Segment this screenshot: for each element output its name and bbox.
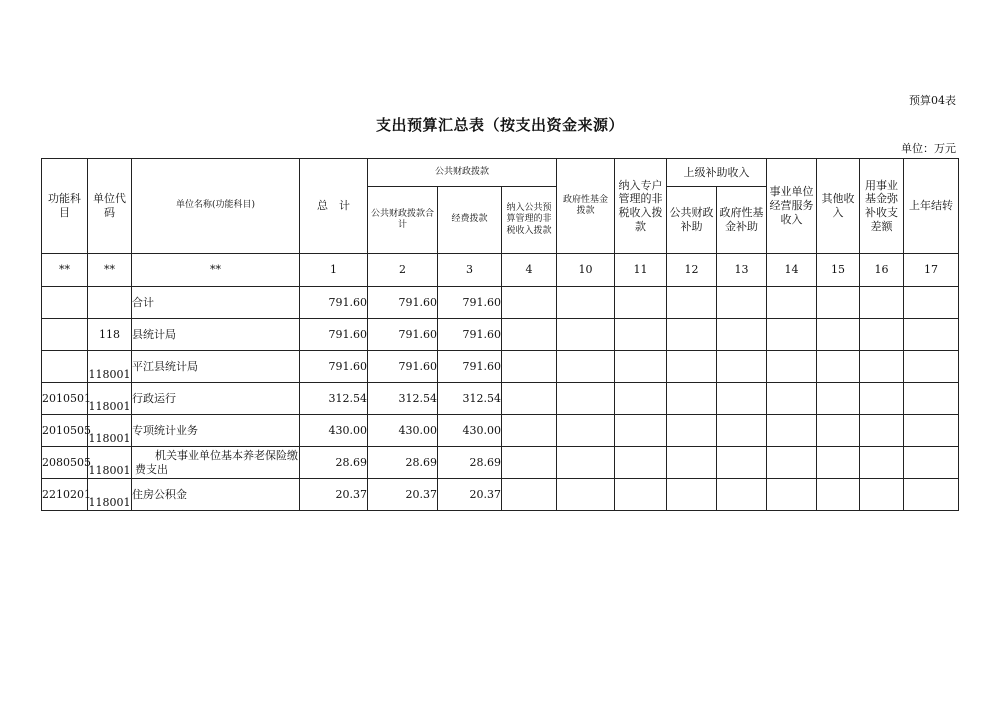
func-code-cell: 2080505 bbox=[42, 447, 88, 479]
empty-cell bbox=[667, 383, 717, 415]
header-superior-subsidy: 上级补助收入 bbox=[667, 159, 767, 187]
index-cell: ** bbox=[88, 254, 132, 287]
total-cell: 791.60 bbox=[300, 351, 368, 383]
header-gov-fund: 政府性基金拨款 bbox=[557, 159, 615, 254]
page-title: 支出预算汇总表（按支出资金来源） bbox=[375, 116, 624, 134]
empty-cell bbox=[767, 447, 817, 479]
fee-allocation-cell: 28.69 bbox=[438, 447, 502, 479]
empty-cell bbox=[615, 415, 667, 447]
fee-allocation-cell: 430.00 bbox=[438, 415, 502, 447]
unit-name-cell: 行政运行 bbox=[132, 383, 300, 415]
empty-cell bbox=[502, 319, 557, 351]
fee-allocation-cell: 20.37 bbox=[438, 479, 502, 511]
empty-cell bbox=[667, 287, 717, 319]
empty-cell bbox=[667, 319, 717, 351]
header-business-income: 事业单位经营服务收入 bbox=[767, 159, 817, 254]
unit-name-cell: 专项统计业务 bbox=[132, 415, 300, 447]
empty-cell bbox=[615, 287, 667, 319]
empty-cell bbox=[667, 479, 717, 511]
table-row bbox=[42, 287, 959, 319]
budget-table bbox=[41, 158, 959, 511]
index-cell: ** bbox=[42, 254, 88, 287]
header-unit-name: 单位名称(功能科目) bbox=[132, 159, 300, 254]
empty-cell bbox=[615, 319, 667, 351]
empty-cell bbox=[557, 351, 615, 383]
index-cell: 17 bbox=[904, 254, 959, 287]
empty-cell bbox=[717, 479, 767, 511]
empty-cell bbox=[860, 351, 904, 383]
empty-cell bbox=[667, 351, 717, 383]
header-public-subsidy: 公共财政补助 bbox=[667, 187, 717, 254]
header-row-1 bbox=[42, 159, 959, 187]
index-cell: 15 bbox=[817, 254, 860, 287]
table-row bbox=[42, 319, 959, 351]
empty-cell bbox=[557, 447, 615, 479]
empty-cell bbox=[615, 447, 667, 479]
empty-cell bbox=[502, 351, 557, 383]
public-finance-total-cell: 28.69 bbox=[368, 447, 438, 479]
empty-cell bbox=[904, 351, 959, 383]
header-fund-balance: 用事业基金弥补收支差额 bbox=[860, 159, 904, 254]
func-code-cell: 2210201 bbox=[42, 479, 88, 511]
unit-code-cell: 118001 bbox=[88, 383, 132, 415]
public-finance-total-cell: 430.00 bbox=[368, 415, 438, 447]
empty-cell bbox=[502, 415, 557, 447]
index-cell: 4 bbox=[502, 254, 557, 287]
index-cell: 10 bbox=[557, 254, 615, 287]
empty-cell bbox=[817, 447, 860, 479]
empty-cell bbox=[557, 383, 615, 415]
empty-cell bbox=[860, 479, 904, 511]
index-cell: 2 bbox=[368, 254, 438, 287]
empty-cell bbox=[502, 383, 557, 415]
empty-cell bbox=[557, 319, 615, 351]
total-cell: 20.37 bbox=[300, 479, 368, 511]
unit-code-cell: 118001 bbox=[88, 479, 132, 511]
form-number: 预算04表 bbox=[909, 94, 956, 107]
empty-cell bbox=[717, 383, 767, 415]
empty-cell bbox=[717, 319, 767, 351]
empty-cell bbox=[817, 351, 860, 383]
unit-code-cell: 118001 bbox=[88, 447, 132, 479]
header-in-budget-nontax: 纳入公共预算管理的非税收入拨款 bbox=[502, 187, 557, 254]
table-row bbox=[42, 415, 959, 447]
func-code-cell: 2010501 bbox=[42, 383, 88, 415]
fee-allocation-cell: 312.54 bbox=[438, 383, 502, 415]
empty-cell bbox=[717, 447, 767, 479]
total-cell: 28.69 bbox=[300, 447, 368, 479]
public-finance-total-cell: 791.60 bbox=[368, 287, 438, 319]
index-row bbox=[42, 254, 959, 287]
unit-name-cell: 机关事业单位基本养老保险缴费支出 bbox=[132, 447, 300, 479]
total-cell: 791.60 bbox=[300, 319, 368, 351]
empty-cell bbox=[615, 479, 667, 511]
empty-cell bbox=[502, 479, 557, 511]
empty-cell bbox=[860, 383, 904, 415]
public-finance-total-cell: 312.54 bbox=[368, 383, 438, 415]
unit-name-cell: 住房公积金 bbox=[132, 479, 300, 511]
fee-allocation-cell: 791.60 bbox=[438, 319, 502, 351]
index-cell: ** bbox=[132, 254, 300, 287]
empty-cell bbox=[817, 383, 860, 415]
empty-cell bbox=[817, 479, 860, 511]
header-special-nontax: 纳入专户管理的非税收入拨款 bbox=[615, 159, 667, 254]
empty-cell bbox=[557, 287, 615, 319]
empty-cell bbox=[557, 415, 615, 447]
empty-cell bbox=[502, 447, 557, 479]
empty-cell bbox=[860, 447, 904, 479]
unit-code-cell: 118001 bbox=[88, 351, 132, 383]
empty-cell bbox=[817, 287, 860, 319]
empty-cell bbox=[767, 351, 817, 383]
empty-cell bbox=[767, 415, 817, 447]
header-unit-code: 单位代码 bbox=[88, 159, 132, 254]
index-cell: 16 bbox=[860, 254, 904, 287]
fee-allocation-cell: 791.60 bbox=[438, 351, 502, 383]
empty-cell bbox=[817, 415, 860, 447]
table-row bbox=[42, 383, 959, 415]
empty-cell bbox=[502, 287, 557, 319]
func-code-cell bbox=[42, 319, 88, 351]
empty-cell bbox=[667, 415, 717, 447]
index-cell: 11 bbox=[615, 254, 667, 287]
empty-cell bbox=[717, 287, 767, 319]
func-code-cell bbox=[42, 287, 88, 319]
empty-cell bbox=[904, 479, 959, 511]
header-carryover: 上年结转 bbox=[904, 159, 959, 254]
public-finance-total-cell: 791.60 bbox=[368, 319, 438, 351]
empty-cell bbox=[667, 447, 717, 479]
empty-cell bbox=[860, 319, 904, 351]
empty-cell bbox=[904, 319, 959, 351]
total-cell: 791.60 bbox=[300, 287, 368, 319]
index-cell: 1 bbox=[300, 254, 368, 287]
public-finance-total-cell: 20.37 bbox=[368, 479, 438, 511]
empty-cell bbox=[904, 415, 959, 447]
index-cell: 3 bbox=[438, 254, 502, 287]
header-public-finance-total: 公共财政拨款合计 bbox=[368, 187, 438, 254]
unit-name-cell: 合计 bbox=[132, 287, 300, 319]
empty-cell bbox=[557, 479, 615, 511]
empty-cell bbox=[860, 287, 904, 319]
total-cell: 430.00 bbox=[300, 415, 368, 447]
table-row bbox=[42, 479, 959, 511]
empty-cell bbox=[767, 383, 817, 415]
unit-name-cell: 平江县统计局 bbox=[132, 351, 300, 383]
func-code-cell: 2010505 bbox=[42, 415, 88, 447]
empty-cell bbox=[860, 415, 904, 447]
unit-code-cell: 118001 bbox=[88, 415, 132, 447]
header-func-code: 功能科目 bbox=[42, 159, 88, 254]
empty-cell bbox=[904, 447, 959, 479]
index-cell: 13 bbox=[717, 254, 767, 287]
header-total: 总 计 bbox=[300, 159, 368, 254]
empty-cell bbox=[817, 319, 860, 351]
public-finance-total-cell: 791.60 bbox=[368, 351, 438, 383]
index-cell: 12 bbox=[667, 254, 717, 287]
table-row bbox=[42, 447, 959, 479]
empty-cell bbox=[904, 383, 959, 415]
empty-cell bbox=[767, 287, 817, 319]
header-fee-allocation: 经费拨款 bbox=[438, 187, 502, 254]
index-cell: 14 bbox=[767, 254, 817, 287]
empty-cell bbox=[717, 415, 767, 447]
unit-label: 单位：万元 bbox=[901, 142, 956, 155]
header-gov-fund-subsidy: 政府性基金补助 bbox=[717, 187, 767, 254]
total-cell: 312.54 bbox=[300, 383, 368, 415]
empty-cell bbox=[767, 479, 817, 511]
fee-allocation-cell: 791.60 bbox=[438, 287, 502, 319]
func-code-cell bbox=[42, 351, 88, 383]
table-row bbox=[42, 351, 959, 383]
empty-cell bbox=[904, 287, 959, 319]
header-public-finance: 公共财政拨款 bbox=[368, 159, 557, 187]
unit-code-cell: 118 bbox=[88, 319, 132, 351]
empty-cell bbox=[615, 383, 667, 415]
unit-code-cell bbox=[88, 287, 132, 319]
empty-cell bbox=[717, 351, 767, 383]
empty-cell bbox=[767, 319, 817, 351]
unit-name-cell: 县统计局 bbox=[132, 319, 300, 351]
header-other-income: 其他收入 bbox=[817, 159, 860, 254]
empty-cell bbox=[615, 351, 667, 383]
